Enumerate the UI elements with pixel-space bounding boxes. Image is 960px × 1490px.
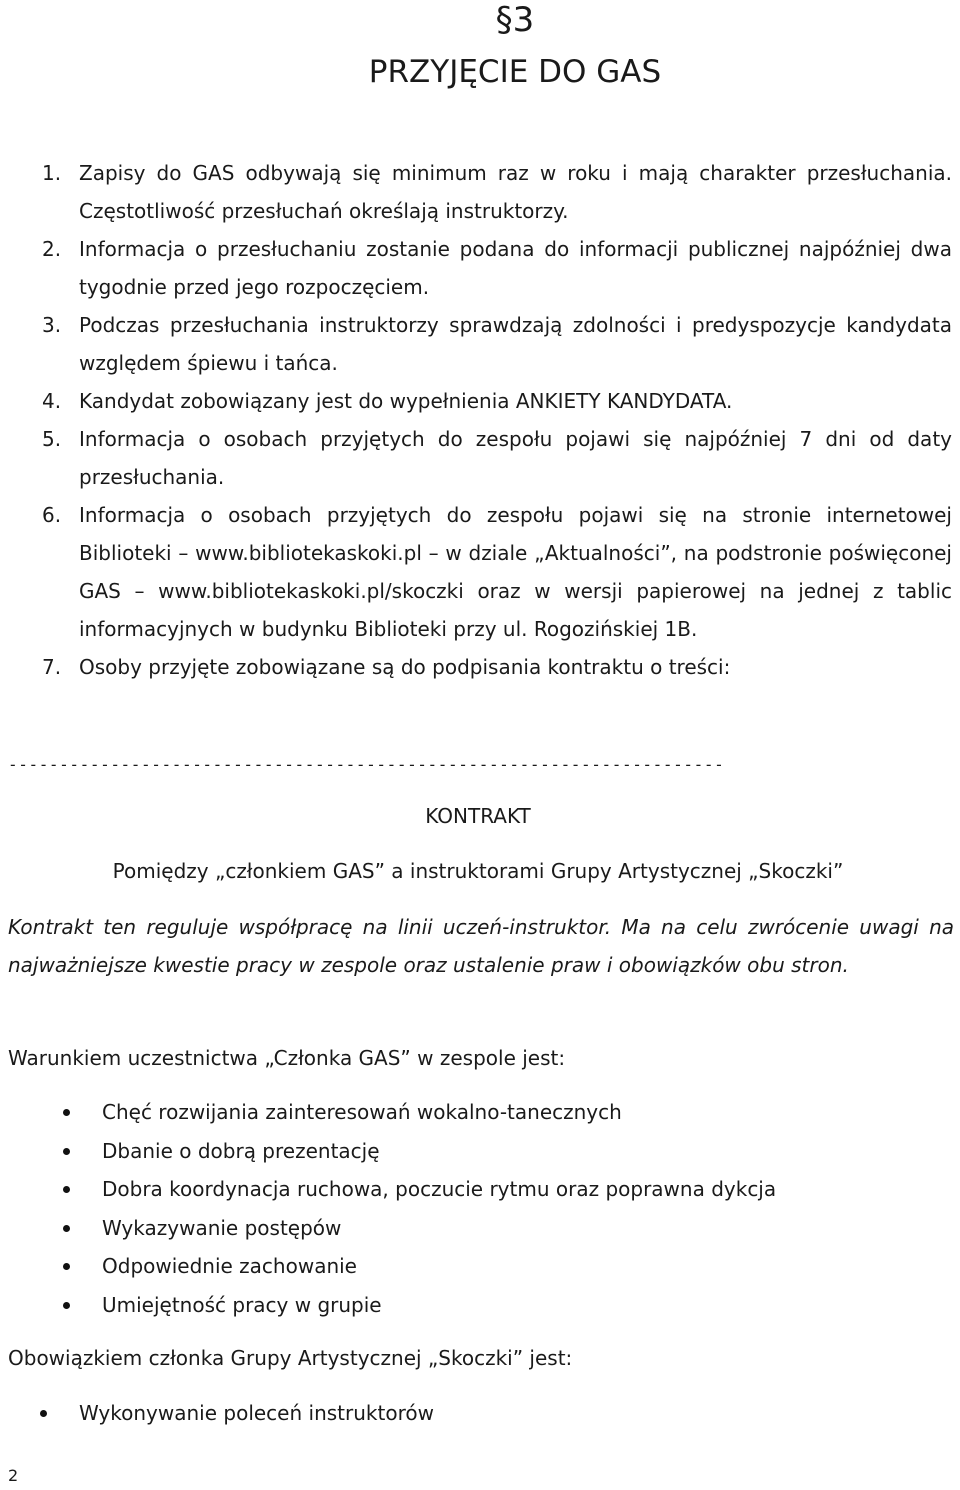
duties-heading: Obowiązkiem członka Grupy Artystycznej „Skoczki” jest: [8,1346,573,1370]
contract-intro: Kontrakt ten reguluje współpracę na linii uczeń-instruktor. Ma na celu zwrócenie uwagi na najważniejsze kwestie pracy w zespole oraz ustalenie praw i obowiązków obu stron. [8,915,954,977]
bullet-icon [40,1410,47,1417]
list-item-number: 6. [42,503,62,527]
list-item [102,1132,776,1171]
dashed-separator: ---------------------------------------------------------------------- [8,755,725,774]
list-item [102,1286,776,1325]
list-item-text: Zapisy do GAS odbywają się minimum raz w roku i mają charakter przesłuchania. Częstotliwość przesłuchań określają instruktorzy. [79,161,952,223]
bullet-icon [63,1148,70,1155]
list-item-text: Informacja o przesłuchaniu zostanie podana do informacji publicznej najpóźniej dwa tygodnie przed jego rozpoczęciem. [79,237,952,299]
list-item-text: Umiejętność pracy w grupie [102,1292,382,1317]
list-item-text: Odpowiednie zachowanie [102,1254,357,1278]
bullet-icon [63,1302,70,1309]
list-item [0,306,952,382]
page-title: PRZYJĘCIE DO GAS [368,54,662,90]
list-item [0,230,952,306]
list-item-text: Dbanie o dobrą prezentację [102,1138,380,1163]
list-item-text: Wykazywanie postępów [102,1215,342,1240]
list-item-text: Chęć rozwijania zainteresowań wokalno-tanecznych [102,1100,622,1124]
list-item-text: Dobra koordynacja ruchowa, poczucie rytmu oraz poprawna dykcja [102,1177,777,1201]
bullet-icon [63,1225,70,1232]
duties-list [79,1394,434,1433]
admission-rules-list [0,154,952,686]
list-item [102,1093,776,1132]
list-item [0,496,952,648]
conditions-heading: Warunkiem uczestnictwa „Członka GAS” w zespole jest: [8,1046,566,1070]
bullet-icon [63,1186,70,1193]
contract-parties: Pomiędzy „członkiem GAS” a instruktorami Grupy Artystycznej „Skoczki” [112,859,844,883]
section-mark: §3 [495,0,535,40]
list-item-text: Kandydat zobowiązany jest do wypełnienia ANKIETY KANDYDATA. [79,389,733,413]
list-item-text: Informacja o osobach przyjętych do zespołu pojawi się na stronie internetowej Biblioteki – www.bibliotekaskoki.pl – w dziale „Aktualności”, na podstronie poświęconej GAS – www.bibliotekaskoki.pl/skoczki oraz w wersji papierowej na jednej z tablic informacyjnych w budynku Biblioteki przy ul. Rogozińskiej 1B. [79,503,952,641]
list-item-text: Wykonywanie poleceń instruktorów [79,1401,434,1425]
list-item [0,382,952,420]
list-item-number: 3. [42,313,62,337]
list-item-number: 2. [42,237,62,261]
list-item-number: 1. [42,161,62,185]
bullet-icon [63,1263,70,1270]
list-item [0,648,952,686]
list-item [0,154,952,230]
list-item-number: 7. [42,655,62,679]
bullet-icon [63,1109,70,1116]
page-number: 2 [8,1466,19,1485]
contract-heading: KONTRAKT [425,804,531,828]
list-item [102,1170,776,1209]
list-item-text: Osoby przyjęte zobowiązane są do podpisania kontraktu o treści: [79,655,731,679]
conditions-list [102,1093,776,1324]
list-item [0,420,952,496]
list-item [79,1394,434,1433]
list-item [102,1209,776,1248]
list-item-number: 5. [42,427,62,451]
list-item-number: 4. [42,389,62,413]
list-item-text: Podczas przesłuchania instruktorzy sprawdzają zdolności i predyspozycje kandydata względem śpiewu i tańca. [79,313,952,375]
list-item-text: Informacja o osobach przyjętych do zespołu pojawi się najpóźniej 7 dni od daty przesłuchania. [79,427,952,489]
list-item [102,1247,776,1286]
